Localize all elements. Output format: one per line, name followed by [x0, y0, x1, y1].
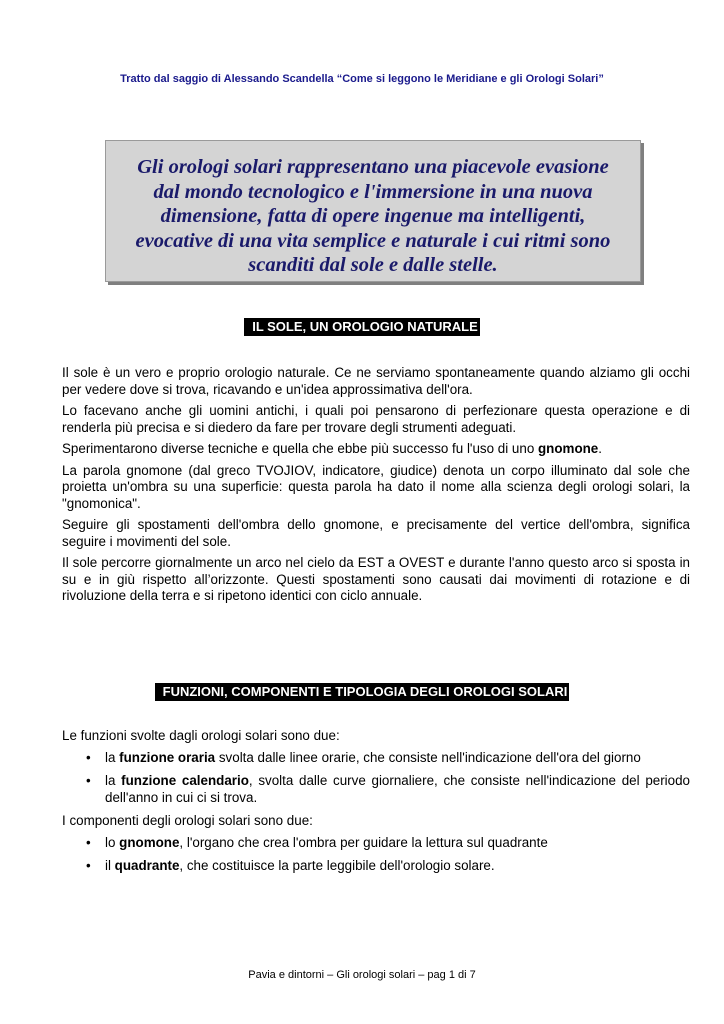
paragraph: Il sole percorre giornalmente un arco nel cielo da EST a OVEST e durante l'anno questo arco si sposta in su e in giù rispetto all’orizzonte. Questi spostamenti sono causati dai movimenti di rotazione e di rivoluzione della terra e si ripetono identici con ciclo annuale. — [62, 555, 690, 603]
bullet-icon: • — [86, 773, 91, 788]
list-item — [62, 858, 690, 875]
quote-box — [105, 140, 641, 282]
bullet-icon: • — [86, 834, 91, 850]
paragraph: Il sole è un vero e proprio orologio naturale. Ce ne serviamo spontaneamente quando alziamo gli occhi per vedere dove si trova, ricavando e un'idea approssimativa dell'ora. — [62, 365, 690, 397]
list-item-text: , svolta dalle curve giornaliere, che consiste nell'indicazione del periodo dell'anno in cui ci si trova. — [105, 773, 690, 805]
list-item-text: lo — [105, 834, 120, 850]
quote-text: Gli orologi solari rappresentano una piacevole evasione dal mondo tecnologico e l'immersione in una nuova dimensione, fatta di opere ingenue ma intelligenti, evocative di una vita semplice e naturale i cui ritmi sono scanditi dal sole e dalle stelle. — [135, 156, 611, 276]
list-item-bold: gnomone — [119, 834, 180, 850]
list-item — [62, 773, 690, 806]
section-funzioni-body — [62, 728, 690, 882]
page-footer: Pavia e dintorni – Gli orologi solari – pag 1 di 7 — [248, 969, 476, 981]
paragraph-text: Sperimentarono diverse tecniche e quella che ebbe più successo fu l'uso di uno — [62, 441, 538, 456]
paragraph: La parola gnomone (dal greco TVOJIOV, indicatore, giudice) denota un corpo illuminato dal sole che proietta un'ombra su una superficie: questa parola ha dato il nome alla scienza degli orologi solari, la "gnomonica". — [62, 462, 690, 511]
section-title-sole — [0, 318, 724, 336]
paragraph-bold: gnomone — [538, 441, 599, 456]
list-item-text: la — [105, 749, 120, 765]
paragraph: Lo facevano anche gli uomini antichi, i quali poi pensarono di perfezionare questa operazione e di renderla più precisa e si diedero da fare per trovare degli strumenti adeguati. — [62, 403, 690, 435]
page-header: Tratto dal saggio di Alessando Scandella “Come si leggono le Meridiane e gli Orologi Solari” — [120, 73, 604, 85]
paragraph: Seguire gli spostamenti dell'ombra dello gnomone, e precisamente del vertice dell'ombra, significa seguire i movimenti del sole. — [62, 517, 690, 549]
paragraph: I componenti degli orologi solari sono due: — [62, 813, 313, 828]
list-item-bold: funzione oraria — [119, 749, 216, 765]
bullet-icon: • — [86, 749, 91, 765]
list-item — [62, 750, 690, 767]
section-title-funzioni — [0, 683, 724, 701]
section-title-funzioni-label: FUNZIONI, COMPONENTI E TIPOLOGIA DEGLI OROLOGI SOLARI — [155, 683, 570, 701]
section-sole-body — [62, 365, 690, 610]
section-title-sole-label: IL SOLE, UN OROLOGIO NATURALE — [244, 318, 480, 336]
list-item-text: , l'organo che crea l'ombra per guidare la lettura sul quadrante — [179, 834, 548, 850]
list-item-text: il — [105, 858, 115, 873]
paragraph-text: . — [598, 441, 602, 456]
list-item-text: , che costituisce la parte leggibile dell'orologio solare. — [179, 858, 495, 873]
list-item-text: la — [105, 773, 122, 788]
list-item — [62, 835, 690, 852]
list-item-bold: quadrante — [114, 858, 180, 873]
list-item-text: svolta dalle linee orarie, che consiste nell'indicazione dell'ora del giorno — [215, 749, 641, 765]
list-item-bold: funzione calendario — [121, 773, 249, 788]
bullet-icon: • — [86, 858, 91, 873]
paragraph: Le funzioni svolte dagli orologi solari sono due: — [62, 728, 340, 743]
paragraph — [62, 441, 690, 458]
